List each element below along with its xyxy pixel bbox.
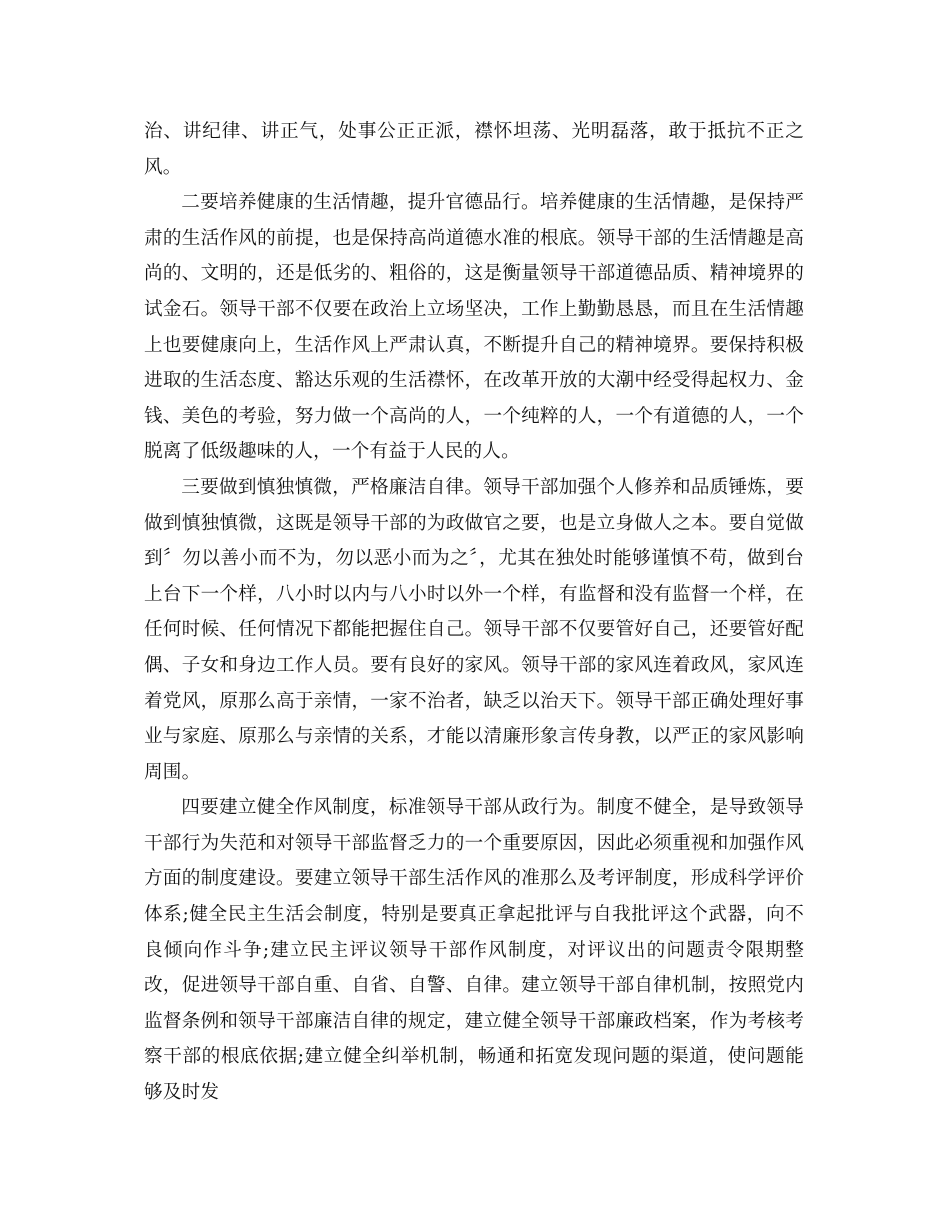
paragraph-3: 三要做到慎独慎微，严格廉洁自律。领导干部加强个人修养和品质锤炼，要做到慎独慎微，这既是领导干部的为政做官之要，也是立身做人之本。要自觉做到〞勿以善小而不为，勿以恶小而为之〞，尤其在独处时能够谨慎不苟，做到台上台下一个样，八小时以内与八小时以外一个样，有监督和没有监督一个样，在任何时候、任何情况下都能把握住自己。领导干部不仅要管好自己，还要管好配偶、子女和身边工作人员。要有良好的家风。领导干部的家风连着政风，家风连着党风，原那么高于亲情，一家不治者，缺乏以治天下。领导干部正确处理好事业与家庭、原那么与亲情的关系，才能以清廉形象言传身教，以严正的家风影响周围。 [144,476,804,783]
paragraph-2: 二要培养健康的生活情趣，提升官德品行。培养健康的生活情趣，是保持严肃的生活作风的前提，也是保持高尚道德水准的根底。领导干部的生活情趣是高尚的、文明的，还是低劣的、粗俗的，这是衡量领导干部道德品质、精神境界的试金石。领导干部不仅要在政治上立场坚决，工作上勤勤恳恳，而且在生活情趣上也要健康向上，生活作风上严肃认真，不断提升自己的精神境界。要保持积极进取的生活态度、豁达乐观的生活襟怀，在改革开放的大潮中经受得起权力、金钱、美色的考验，努力做一个高尚的人，一个纯粹的人，一个有道德的人，一个脱离了低级趣味的人，一个有益于人民的人。 [144,192,804,463]
paragraph-1: 治、讲纪律、讲正气，处事公正正派，襟怀坦荡、光明磊落，敢于抵抗不正之风。 [144,121,804,178]
body-text [144,114,804,1111]
paragraph-4: 四要建立健全作风制度，标准领导干部从政行为。制度不健全，是导致领导干部行为失范和对领导干部监督乏力的一个重要原因，因此必须重视和加强作风方面的制度建设。要建立领导干部生活作风的准那么及考评制度，形成科学评价体系;健全民主生活会制度，特别是要真正拿起批评与自我批评这个武器，向不良倾向作斗争;建立民主评议领导干部作风制度，对评议出的问题责令限期整改，促进领导干部自重、自省、自警、自律。建立领导干部自律机制，按照党内监督条例和领导干部廉洁自律的规定，建立健全领导干部廉政档案，作为考核考察干部的根底依据;建立健全纠举机制，畅通和拓宽发现问题的渠道，使问题能够及时发 [144,797,804,1104]
